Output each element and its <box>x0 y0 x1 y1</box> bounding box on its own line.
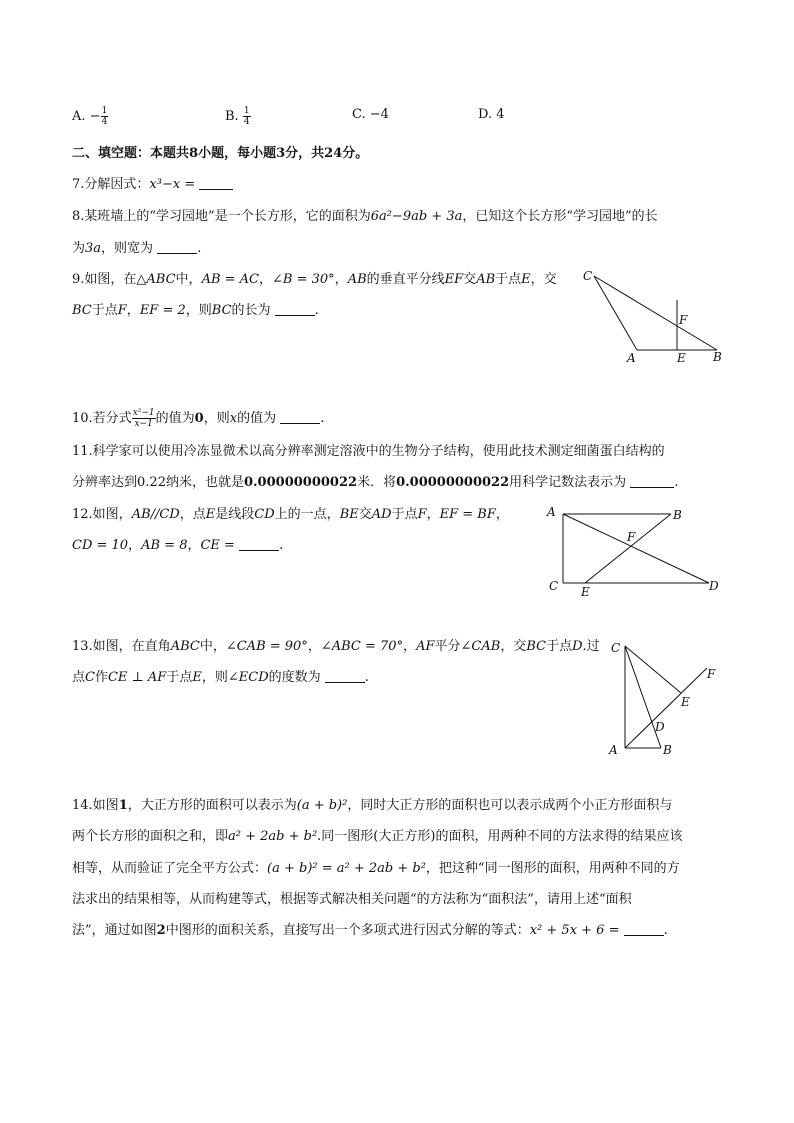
question-9-line-1: 9.如图，在△ABC中，AB = AC，∠B = 30°，AB的垂直平分线EF交AB于点E，交 <box>72 272 557 287</box>
fraction: $\frac{\text{x²−1}}{x-1}$ <box>132 408 155 429</box>
segment-be <box>585 514 671 583</box>
label-e: E <box>681 695 690 709</box>
triangle-figure-q9 <box>575 262 735 367</box>
label-a: A <box>627 351 636 365</box>
question-10: 10.若分式 $\frac{\text{x²−1}}{x-1}$ 的值为0，则x的值为 . <box>72 408 325 429</box>
label-a: A <box>609 743 618 757</box>
question-14-line-4: 法求出的结果相等，从而构建等式，根据等式解决相关问题“的方法称为“面积法”，请用上述“面积 <box>72 892 632 907</box>
question-14-line-1: 14.如图1，大正方形的面积可以表示为(a + b)²，同时大正方形的面积也可以表示成两个小正方形面积与 <box>72 798 673 813</box>
label-d: D <box>655 720 665 734</box>
answer-blank[interactable] <box>199 176 233 190</box>
answer-blank[interactable] <box>624 922 664 936</box>
question-8-line-1: 8.某班墙上的“学习园地”是一个长方形，它的面积为6a²−9ab + 3a，已知这个长方形“学习园地”的长 <box>72 209 658 224</box>
label-b: B <box>673 508 682 522</box>
option-b: B. $\frac{1}{4}$ <box>225 106 250 127</box>
option-d: D. 4 <box>478 107 505 122</box>
answer-blank[interactable] <box>280 410 320 424</box>
question-13-line-1: 13.如图，在直角ABC中，∠CAB = 90°，∠ABC = 70°，AF平分∠CAB，交BC于点D.过 <box>72 639 600 654</box>
rectangle-figure-q12 <box>543 500 728 600</box>
label-c: C <box>549 579 559 593</box>
question-11-line-1: 11.科学家可以使用冷冻显微术以高分辨率测定溶液中的生物分子结构，使用此技术测定细菌蛋白结构的 <box>72 444 665 459</box>
answer-blank[interactable] <box>275 302 315 316</box>
label-f: F <box>679 313 688 327</box>
question-7: 7.分解因式：x³−x = <box>72 176 233 194</box>
question-12-line-1: 12.如图，AB//CD，点E是线段CD上的一点，BE交AD于点F，EF = BF， <box>72 507 509 522</box>
question-14-line-5: 法”，通过如图2中图形的面积关系，直接写出一个多项式进行因式分解的等式：x² + 5x + 6 = . <box>72 923 668 938</box>
section-heading: 二、填空题：本题共8小题，每小题3分，共24分。 <box>72 146 369 161</box>
answer-blank[interactable] <box>630 474 674 488</box>
segment-ad <box>563 514 709 583</box>
label-a: A <box>547 505 556 519</box>
option-c: C. −4 <box>352 107 389 122</box>
segment-cb <box>594 276 717 350</box>
fraction: $\frac{1}{4}$ <box>243 106 250 127</box>
label-e: E <box>677 351 686 365</box>
question-8-line-2: 为3a，则宽为 . <box>72 241 202 256</box>
label-c: C <box>611 641 621 655</box>
answer-blank[interactable] <box>239 537 279 551</box>
label-e: E <box>581 585 590 599</box>
answer-blank[interactable] <box>325 669 365 683</box>
question-14-line-2: 两个长方形的面积之和，即a² + 2ab + b².同一图形(大正方形)的面积，用两种不同的方法求得的结果应该 <box>72 829 683 844</box>
question-13-line-2: 点C作CE ⊥ AF于点E，则∠ECD的度数为 . <box>72 670 369 685</box>
question-12-line-2: CD = 10，AB = 8，CE = . <box>72 538 284 553</box>
label-c: C <box>583 269 593 283</box>
question-11-line-2: 分辨率达到0.22纳米，也就是0.00000000022米．将0.00000000022用科学记数法表示为 . <box>72 475 679 490</box>
segment-ca <box>594 276 637 350</box>
label-f: F <box>627 530 636 544</box>
right-triangle-figure-q13 <box>605 636 725 761</box>
question-9-line-2: BC于点F，EF = 2，则BC的长为 . <box>72 303 319 318</box>
label-b: B <box>663 743 672 757</box>
label-b: B <box>713 350 722 364</box>
option-a: A. − $\frac{1}{4}$ <box>72 106 108 127</box>
answer-blank[interactable] <box>157 240 197 254</box>
fraction: $\frac{1}{4}$ <box>101 106 108 127</box>
question-14-line-3: 相等，从而验证了完全平方公式：(a + b)² = a² + 2ab + b²，把这种“同一图形的面积，用两种不同的方 <box>72 861 680 876</box>
label-d: D <box>709 579 719 593</box>
label-f: F <box>707 667 716 681</box>
